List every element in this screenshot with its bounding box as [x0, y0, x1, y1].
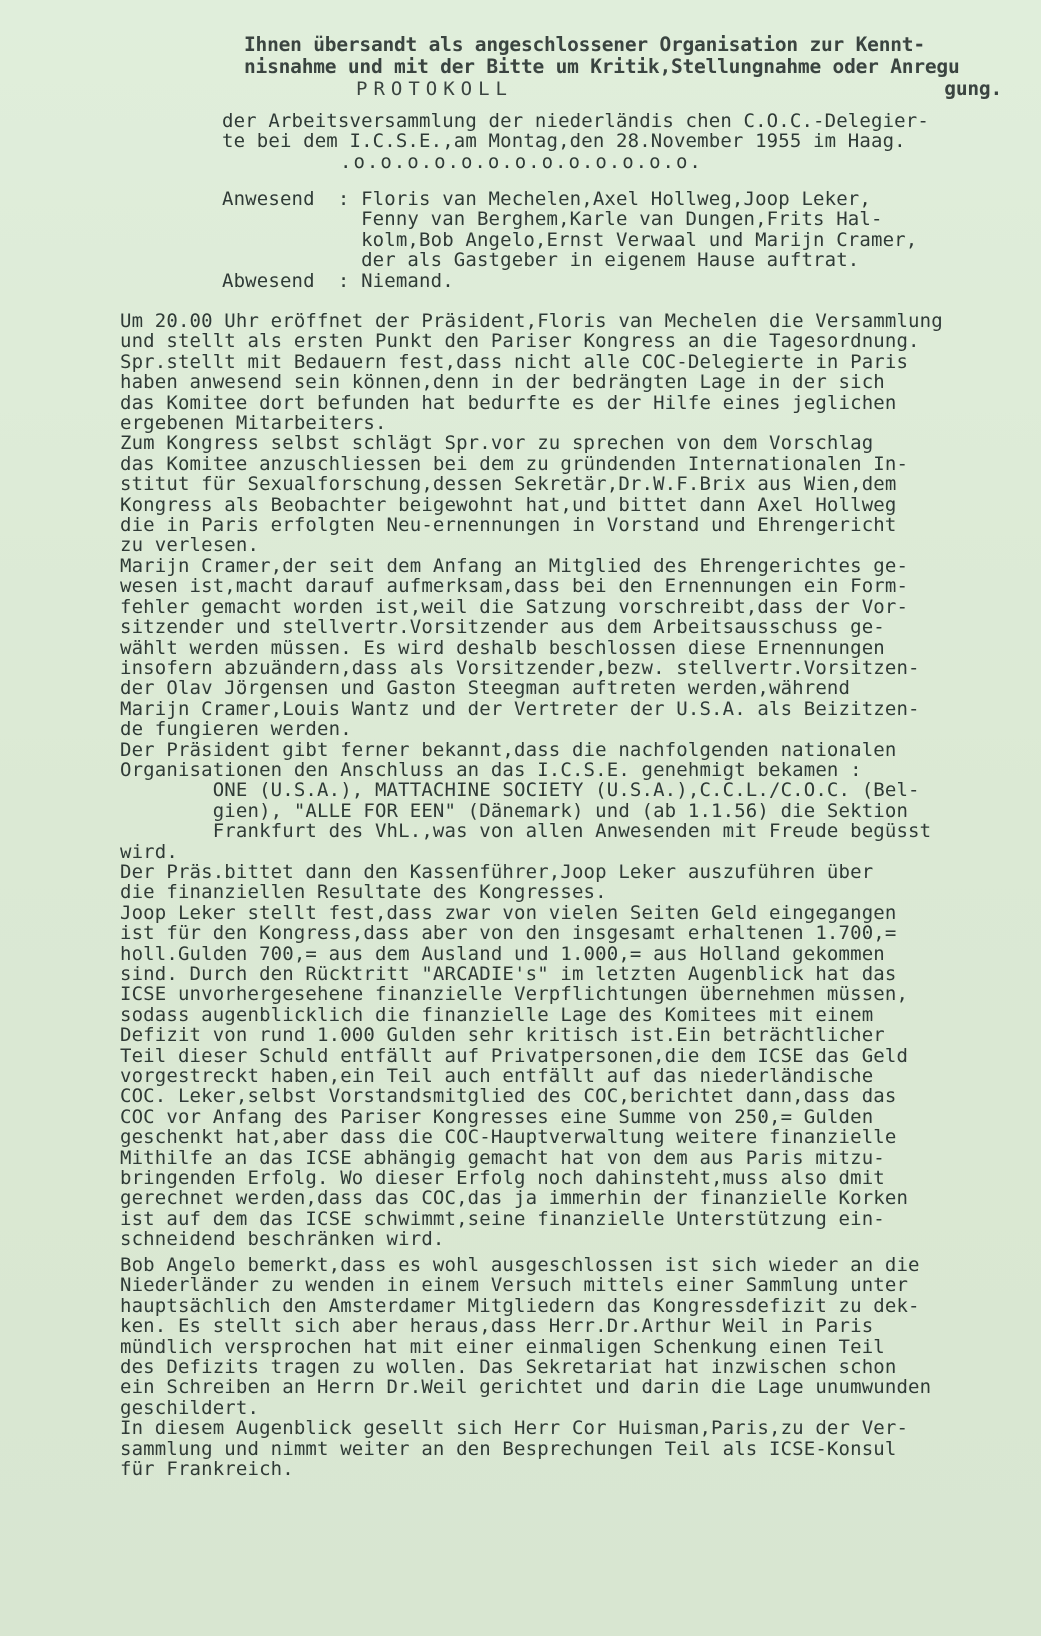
- minutes-body-continued: [120, 1255, 931, 1479]
- body-line: ein Schreiben an Herrn Dr.Weil gerichtet und darin die Lage unumwunden: [120, 1376, 932, 1399]
- body-line: schneidend beschränken wird.: [120, 1228, 445, 1251]
- body-line: wesen ist,macht darauf aufmerksam,dass bei den Ernennungen ein Form-: [120, 575, 909, 598]
- body-line: ergebenen Mitarbeiters.: [120, 412, 387, 435]
- body-line: haben anwesend sein können,denn in der bedrängten Lage in der sich: [120, 371, 885, 394]
- body-line: insofern abzuändern,dass als Vorsitzender,bezw. stellvertr.Vorsitzen-: [120, 656, 920, 679]
- body-line: Marijn Cramer,Louis Wantz und der Vertreter der U.S.A. als Beizitzen-: [120, 697, 920, 720]
- body-line: Marijn Cramer,der seit dem Anfang an Mitglied des Ehrengerichtes ge-: [120, 554, 909, 577]
- body-line: Zum Kongress selbst schlägt Spr.vor zu sprechen von dem Vorschlag: [120, 432, 874, 455]
- body-line: ist für den Kongress,dass aber von den insgesamt erhaltenen 1.700,=: [120, 922, 897, 945]
- body-line: bringenden Erfolg. Wo dieser Erfolg noch dahinsteht,muss also dmit: [120, 1167, 885, 1190]
- body-line: wird.: [120, 840, 178, 863]
- stamp-line-1: Ihnen übersandt als angeschlossener Organisation zur Kennt-: [244, 33, 925, 56]
- body-line: das Komitee dort befunden hat bedurfte es der Hilfe eines jeglichen: [120, 391, 897, 414]
- body-line: COC vor Anfang des Pariser Kongresses eine Summe von 250,= Gulden: [120, 1105, 874, 1128]
- document-title: PROTOKOLL: [356, 78, 513, 100]
- body-line: mündlich versprochen hat mit einer einmaligen Schenkung einen Teil: [120, 1335, 885, 1358]
- body-line: holl.Gulden 700,= aus dem Ausland und 1.000,= aus Holland gekommen: [120, 942, 885, 965]
- body-line: Kongress als Beobachter beigewohnt hat,und bittet dann Axel Hollweg: [120, 493, 897, 516]
- attendance-line: Abwesend : Niemand.: [222, 269, 454, 292]
- body-line: Niederländer zu wenden in einem Versuch mittels einer Sammlung unter: [120, 1274, 909, 1297]
- separator-line: .o.o.o.o.o.o.o.o.o.o.o.o.o.: [340, 151, 703, 173]
- body-line: COC. Leker,selbst Vorstandsmitglied des COC,berichtet dann,dass das: [120, 1085, 897, 1108]
- body-line: und stellt als ersten Punkt den Pariser Kongress an die Tagesordnung.: [120, 330, 920, 353]
- attendance-line: Anwesend : Floris van Mechelen,Axel Hollweg,Joop Leker,: [222, 188, 871, 210]
- body-line: Der Präsident gibt ferner bekannt,dass die nachfolgenden nationalen: [120, 738, 897, 761]
- body-line: vorgestreckt haben,ein Teil auch entfällt auf das niederländische: [120, 1065, 874, 1088]
- body-line: stitut für Sexualforschung,dessen Sekretär,Dr.W.F.Brix aus Wien,dem: [120, 473, 897, 496]
- header-block: [222, 111, 929, 152]
- body-line: ONE (U.S.A.), MATTACHINE SOCIETY (U.S.A.),C.C.L./C.O.C. (Bel-: [120, 779, 920, 802]
- header-line: te bei dem I.C.S.E.,am Montag,den 28.November 1955 im Haag.: [222, 130, 906, 153]
- body-line: das Komitee anzuschliessen bei dem zu gründenden Internationalen In-: [120, 452, 909, 475]
- body-line: sitzender und stellvertr.Vorsitzender aus dem Arbeitsausschuss ge-: [120, 616, 885, 639]
- stamp-line-3: gung.: [944, 77, 1002, 100]
- stamp-line-2: nisnahme und mit der Bitte um Kritik,Stellungnahme oder Anregu: [244, 55, 960, 78]
- body-line: zu verlesen.: [120, 534, 260, 557]
- body-line: für Frankreich.: [120, 1458, 294, 1481]
- body-line: de fungieren werden.: [120, 718, 352, 741]
- body-line: Teil dieser Schuld entfällt auf Privatpersonen,die dem ICSE das Geld: [120, 1044, 909, 1067]
- body-line: Frankfurt des VhL.,was von allen Anwesenden mit Freude begüsst: [120, 820, 932, 843]
- body-line: hauptsächlich den Amsterdamer Mitgliedern das Kongressdefizit zu dek-: [120, 1294, 920, 1317]
- body-line: Spr.stellt mit Bedauern fest,dass nicht alle COC-Delegierte in Paris: [120, 350, 909, 373]
- body-line: ken. Es stellt sich aber heraus,dass Herr.Dr.Arthur Weil in Paris: [120, 1315, 874, 1338]
- body-line: In diesem Augenblick gesellt sich Herr Cor Huisman,Paris,zu der Ver-: [120, 1417, 909, 1440]
- body-line: ICSE unvorhergesehene finanzielle Verpflichtungen übernehmen müssen,: [120, 983, 909, 1006]
- body-line: fehler gemacht worden ist,weil die Satzung vorschreibt,dass der Vor-: [120, 595, 909, 618]
- body-line: sind. Durch den Rücktritt "ARCADIE's" im letzten Augenblick hat das: [120, 963, 897, 985]
- body-line: geschildert.: [120, 1396, 260, 1419]
- body-line: Organisationen den Anschluss an das I.C.S.E. genehmigt bekamen :: [120, 758, 862, 781]
- body-line: die finanziellen Resultate des Kongresses.: [120, 881, 607, 904]
- body-line: Der Präs.bittet dann den Kassenführer,Joop Leker auszuführen über: [120, 860, 874, 883]
- body-line: sodass augenblicklich die finanzielle Lage des Komitees mit einem: [120, 1003, 874, 1026]
- attendance-line: kolm,Bob Angelo,Ernst Verwaal und Marijn Cramer,: [222, 228, 918, 251]
- body-line: wählt werden müssen. Es wird deshalb beschlossen diese Ernennungen: [120, 636, 885, 659]
- body-line: Mithilfe an das ICSE abhängig gemacht hat von dem aus Paris mitzu-: [120, 1146, 885, 1169]
- body-line: geschenkt hat,aber dass die COC-Hauptverwaltung weitere finanzielle: [120, 1126, 897, 1149]
- attendance-block: [222, 189, 917, 291]
- body-line: des Defizits tragen zu wollen. Das Sekretariat hat inzwischen schon: [120, 1356, 897, 1379]
- body-line: Joop Leker stellt fest,dass zwar von vielen Seiten Geld eingegangen: [120, 901, 897, 924]
- body-line: der Olav Jörgensen und Gaston Steegman auftreten werden,während: [120, 677, 851, 700]
- body-line: Defizit von rund 1.000 Gulden sehr kritisch ist.Ein beträchtlicher: [120, 1024, 885, 1047]
- attendance-line: Fenny van Berghem,Karle van Dungen,Frits Hal-: [222, 208, 883, 231]
- attendance-line: der als Gastgeber in eigenem Hause auftrat.: [222, 249, 860, 272]
- header-line: der Arbeitsversammlung der niederländis chen C.O.C.-Delegier-: [222, 110, 929, 132]
- body-line: sammlung und nimmt weiter an den Besprechungen Teil als ICSE-Konsul: [120, 1437, 897, 1460]
- body-line: gien), "ALLE FOR EEN" (Dänemark) und (ab 1.1.56) die Sektion: [120, 799, 909, 822]
- minutes-body: [120, 311, 943, 1250]
- body-line: die in Paris erfolgten Neu-ernennungen in Vorstand und Ehrengericht: [120, 514, 897, 537]
- body-line: Bob Angelo bemerkt,dass es wohl ausgeschlossen ist sich wieder an die: [120, 1254, 920, 1276]
- body-line: gerechnet werden,dass das COC,das ja immerhin der finanzielle Korken: [120, 1187, 909, 1210]
- body-line: Um 20.00 Uhr eröffnet der Präsident,Floris van Mechelen die Versammlung: [120, 310, 943, 332]
- body-line: ist auf dem das ICSE schwimmt,seine finanzielle Unterstützung ein-: [120, 1207, 885, 1230]
